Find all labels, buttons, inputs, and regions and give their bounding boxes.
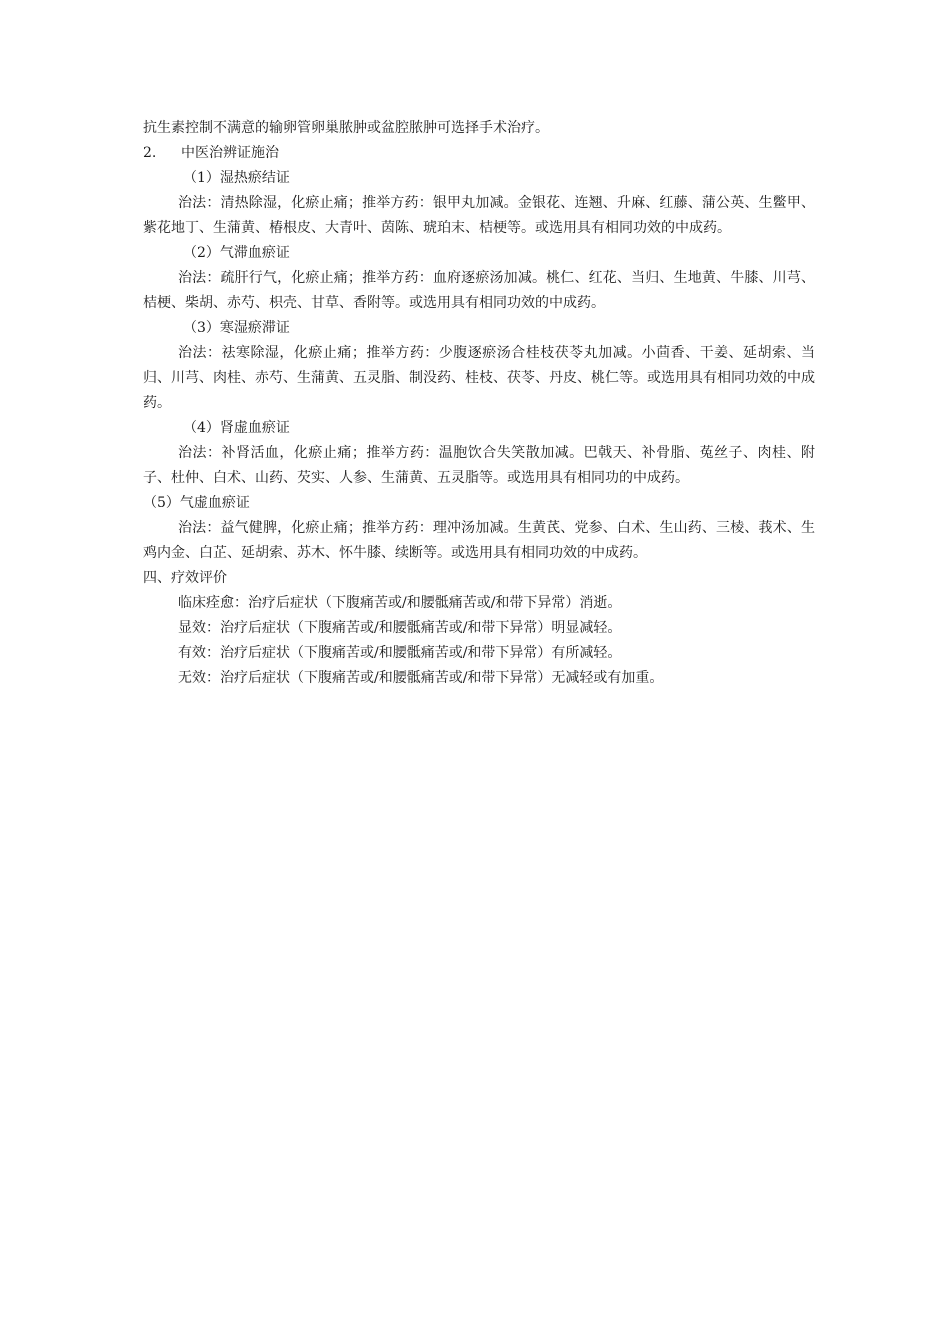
intro-line: 抗生素控制不满意的输卵管卵巢脓肿或盆腔脓肿可选择手术治疗。 bbox=[143, 120, 549, 136]
syndrome-2-heading: （2）气滞血瘀证 bbox=[183, 245, 290, 261]
efficacy-item-cured: 临床痊愈：治疗后症状（下腹痛苦或/和腰骶痛苦或/和带下异常）消逝。 bbox=[178, 595, 622, 611]
section-2-heading bbox=[143, 141, 815, 166]
syndrome-1-heading: （1）湿热瘀结证 bbox=[183, 170, 290, 186]
syndrome-4-heading: （4）肾虚血瘀证 bbox=[183, 420, 290, 436]
syndrome-5-treatment: 治法：益气健脾，化瘀止痛；推举方药：理冲汤加减。生黄芪、党参、白术、生山药、三棱、莪术、生鸡内金、白芷、延胡索、苏木、怀牛膝、续断等。或选用具有相同功效的中成药。 bbox=[143, 520, 815, 561]
document-body bbox=[143, 116, 815, 691]
section-4-heading: 四、疗效评价 bbox=[143, 570, 227, 586]
syndrome-3-treatment: 治法：祛寒除湿，化瘀止痛；推举方药：少腹逐瘀汤合桂枝茯苓丸加减。小茴香、干姜、延胡索、当归、川芎、肉桂、赤芍、生蒲黄、五灵脂、制没药、桂枝、茯苓、丹皮、桃仁等。或选用具有相同功效的中成药。 bbox=[143, 345, 815, 411]
syndrome-4-treatment: 治法：补肾活血，化瘀止痛；推举方药：温胞饮合失笑散加减。巴戟天、补骨脂、菟丝子、肉桂、附子、杜仲、白术、山药、芡实、人参、生蒲黄、五灵脂等。或选用具有相同功的中成药。 bbox=[143, 445, 815, 486]
syndrome-5-heading: （5）气虚血瘀证 bbox=[143, 495, 250, 511]
section-2-number: 2. bbox=[143, 145, 157, 161]
syndrome-2-treatment: 治法：疏肝行气，化瘀止痛；推举方药：血府逐瘀汤加减。桃仁、红花、当归、生地黄、牛膝、川芎、桔梗、柴胡、赤芍、枳壳、甘草、香附等。或选用具有相同功效的中成药。 bbox=[143, 270, 815, 311]
syndrome-3-heading: （3）寒湿瘀滞证 bbox=[183, 320, 290, 336]
syndrome-1-treatment: 治法：清热除湿，化瘀止痛；推举方药：银甲丸加减。金银花、连翘、升麻、红藤、蒲公英、生鳖甲、紫花地丁、生蒲黄、椿根皮、大青叶、茵陈、琥珀末、桔梗等。或选用具有相同功效的中成药。 bbox=[143, 195, 815, 236]
efficacy-item-ineffective: 无效：治疗后症状（下腹痛苦或/和腰骶痛苦或/和带下异常）无减轻或有加重。 bbox=[178, 670, 664, 686]
efficacy-item-marked: 显效：治疗后症状（下腹痛苦或/和腰骶痛苦或/和带下异常）明显减轻。 bbox=[178, 620, 622, 636]
section-2-title: 中医治辨证施治 bbox=[181, 145, 279, 161]
efficacy-item-effective: 有效：治疗后症状（下腹痛苦或/和腰骶痛苦或/和带下异常）有所减轻。 bbox=[178, 645, 622, 661]
